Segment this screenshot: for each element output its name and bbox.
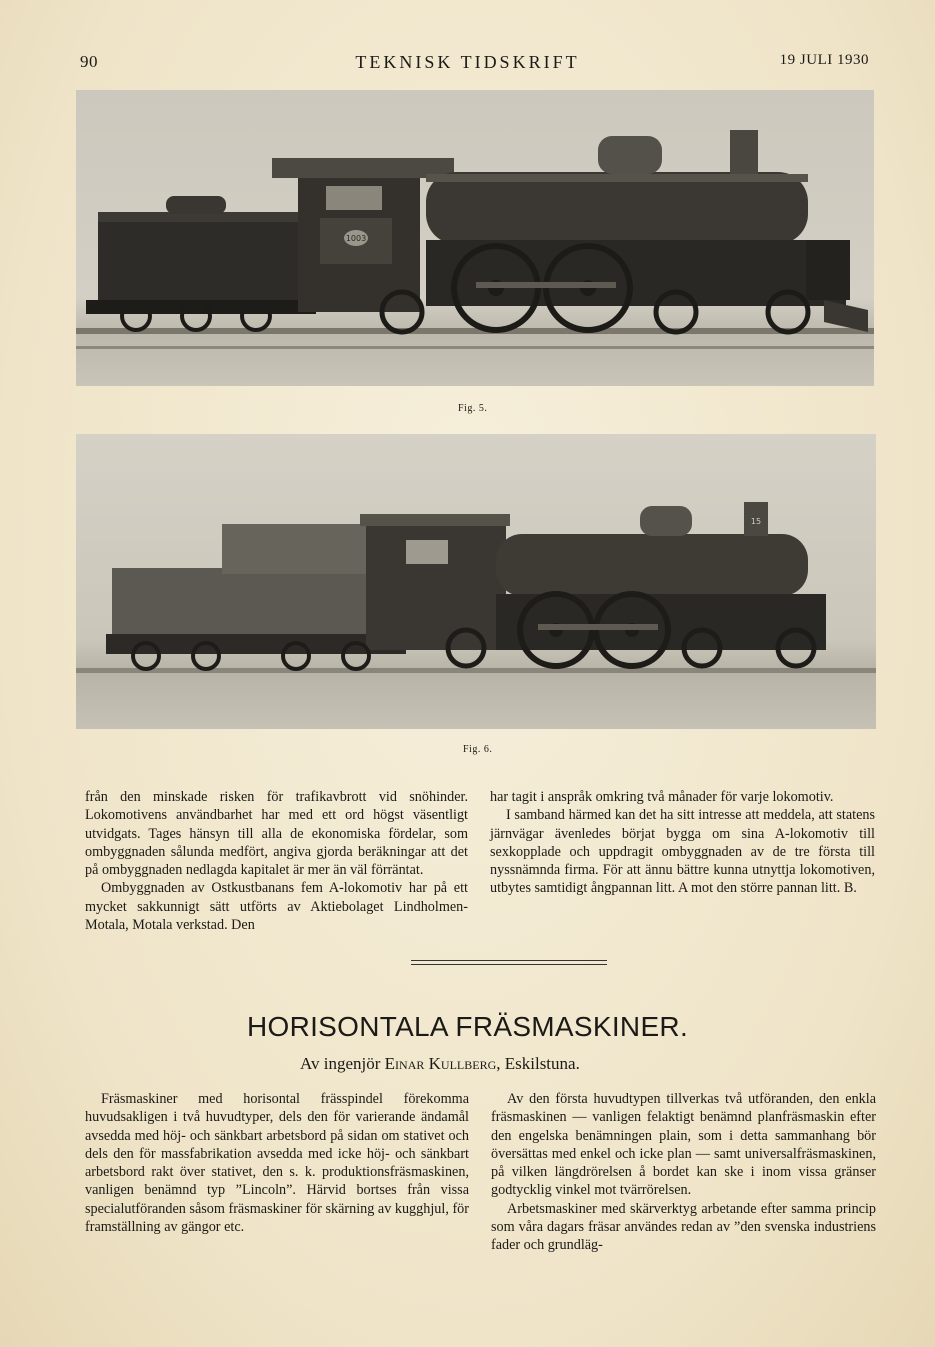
section-divider-bottom: [411, 964, 607, 965]
figure-5-caption: Fig. 5.: [458, 403, 488, 414]
paragraph: Arbetsmaskiner med skärverktyg arbetande efter samma princip som våra dagars fräsar användes redan av ”den svenska industriens fader och grundläg-: [491, 1200, 876, 1254]
paragraph: Av den första huvudtypen tillverkas två utföranden, den enkla fräsmaskinen — vanligen felaktigt benämnd planfräsmaskin efter den engelska benämningen plain, som i detta sammanhang bör översättas med enkel och icke plan — samt universalfräsmaskinen, på vilken längdrörelsen å bordet kan ske i inom vissa gränser godtycklig vinkel mot tvärrörelsen.: [491, 1091, 876, 1199]
paragraph: Fräsmaskiner med horisontal frässpindel förekomma huvudsakligen i två huvudtyper, dels den för varierande ändamål avsedda med höj- och sänkbart arbetsbord på sidan om stativet och dels den för massfabrikation avsedda med icke höj- och sänkbart arbetsbord rakt över stativet, den s. k. produktionsfräsmaskinen, vanligen benämnd typ ”Lincoln”. Härvid bortses från vissa specialutföranden såsom fräsmaskiner för skärning av kugghjul, för framställning av gängor etc.: [85, 1091, 469, 1236]
article2-column-1: [85, 1090, 469, 1236]
figure-6-caption: Fig. 6.: [463, 744, 493, 755]
author-last-name: Kullberg: [428, 1054, 497, 1073]
section-divider-top: [411, 960, 607, 961]
figure-5-locomotive-photo: [76, 90, 874, 386]
locomotive-illustration-1: [76, 90, 874, 386]
paragraph: har tagit i anspråk omkring två månader för varje lokomotiv.: [490, 789, 834, 805]
article2-column-2: [491, 1090, 876, 1255]
article1-column-1: [85, 788, 468, 934]
paragraph: Ombyggnaden av Ostkustbanans fem A-lokomotiv har på ett mycket sakkunnigt sätt utförts av Aktiebolaget Lindholmen-Motala, Motala verkstad. Den: [85, 880, 468, 934]
article-title: HORISONTALA FRÄSMASKINER.: [246, 1011, 689, 1042]
page-number: 90: [80, 52, 98, 71]
journal-title: TEKNISK TIDSKRIFT: [355, 52, 580, 72]
byline-prefix: Av ingenjör: [300, 1054, 381, 1073]
paragraph: I samband härmed kan det ha sitt intresse att meddela, att statens järnvägar ävenledes börjat bygga om sina A-lokomotiv till sexkopplade och uppdragit ombyggnaden av de tre första till nyssnämnda firma. För att ännu bättre kunna utnyttja lokomotiven, utbytes samtidigt ångpannan litt. A mot den större pannan litt. B.: [490, 807, 875, 897]
byline-place: , Eskilstuna.: [496, 1054, 580, 1073]
author-first-name: Einar: [384, 1054, 425, 1073]
article-byline: [300, 1054, 680, 1074]
article1-column-2: [490, 788, 875, 898]
locomotive-illustration-2: [76, 434, 876, 729]
figure-6-smokebox-number: 15: [750, 517, 762, 526]
figure-5-smokebox-number: 1003: [345, 234, 367, 243]
paragraph: från den minskade risken för trafikavbrott vid snöhinder. Lokomotivens användbarhet har med ett ord högst väsentligt utvidgats. Tages hänsyn till alla de ekonomiska fördelar, som ombyggnaden sålunda medfört, angiva gjorda beräkningar att det på ombyggnaden nedlagda kapitalet är mer än väl förräntat.: [85, 789, 468, 879]
issue-date: 19 JULI 1930: [779, 52, 869, 68]
figure-6-locomotive-photo: [76, 434, 876, 729]
